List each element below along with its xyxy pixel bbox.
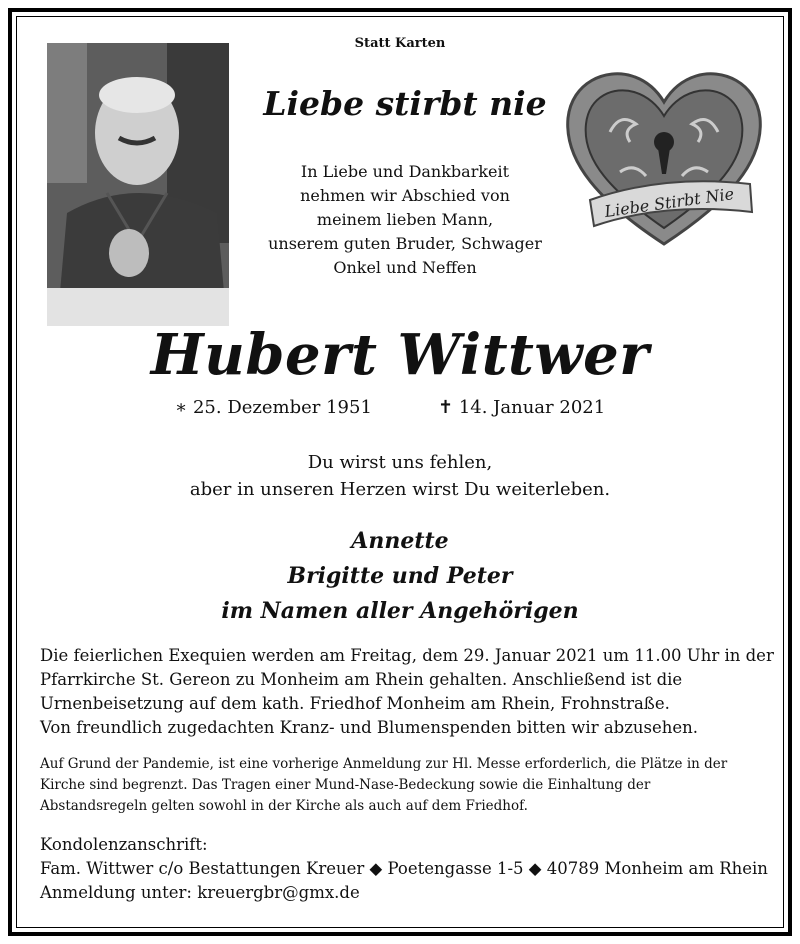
heart-ornament	[560, 62, 768, 252]
service-line: Urnenbeisetzung auf dem kath. Friedhof Monheim am Rhein, Frohnstraße.	[40, 694, 670, 713]
service-info	[40, 644, 774, 740]
intro-line: In Liebe und Dankbarkeit	[300, 162, 510, 181]
deceased-name: Hubert Wittwer	[150, 322, 650, 388]
birth-date-text: 25. Dezember 1951	[192, 397, 372, 418]
farewell-line: Du wirst uns fehlen,	[307, 452, 493, 473]
signatory-line: Brigitte und Peter	[287, 563, 513, 589]
signatories	[100, 524, 700, 629]
service-line: Die feierlichen Exequien werden am Freitag, dem 29. Januar 2021 um 11.00 Uhr in der	[40, 646, 774, 665]
pandemic-line: Auf Grund der Pandemie, ist eine vorherige Anmeldung zur Hl. Messe erforderlich, die Plätze in der	[40, 756, 728, 772]
signatory-line: im Namen aller Angehörigen	[221, 598, 579, 624]
service-line: Von freundlich zugedachten Kranz- und Blumenspenden bitten wir abzusehen.	[40, 718, 699, 737]
service-line: Pfarrkirche St. Gereon zu Monheim am Rhein gehalten. Anschließend ist die	[40, 670, 683, 689]
cross-icon: ✝	[438, 397, 454, 418]
statt-karten-label: Statt Karten	[354, 36, 446, 51]
farewell-text	[100, 449, 700, 503]
intro-text	[250, 160, 560, 280]
heart-ribbon-text: Liebe Stirbt Nie	[603, 184, 736, 222]
intro-line: Onkel und Neffen	[333, 258, 477, 277]
intro-line: unserem guten Bruder, Schwager	[268, 234, 542, 253]
signatory-line: Annette	[351, 528, 449, 554]
birth-date	[175, 397, 415, 418]
death-date	[438, 397, 678, 418]
farewell-line: aber in unseren Herzen wirst Du weiterleben.	[189, 479, 611, 500]
pandemic-line: Abstandsregeln gelten sowohl in der Kirche als auch auf dem Friedhof.	[40, 798, 528, 814]
headline: Liebe stirbt nie	[263, 84, 547, 123]
contact-info	[40, 833, 780, 905]
contact-registration: Anmeldung unter: kreuergbr@gmx.de	[40, 883, 360, 902]
portrait-photo	[47, 43, 229, 326]
contact-label: Kondolenzanschrift:	[40, 835, 208, 854]
intro-line: nehmen wir Abschied von	[300, 186, 510, 205]
contact-address: Fam. Wittwer c/o Bestattungen Kreuer ◆ Poetengasse 1-5 ◆ 40789 Monheim am Rhein	[40, 859, 768, 878]
birth-symbol-icon: ∗	[175, 397, 188, 418]
pandemic-notice	[40, 754, 770, 817]
intro-line: meinem lieben Mann,	[316, 210, 494, 229]
pandemic-line: Kirche sind begrenzt. Das Tragen einer Mund-Nase-Bedeckung sowie die Einhaltung der	[40, 777, 651, 793]
death-date-text: 14. Januar 2021	[458, 397, 606, 418]
